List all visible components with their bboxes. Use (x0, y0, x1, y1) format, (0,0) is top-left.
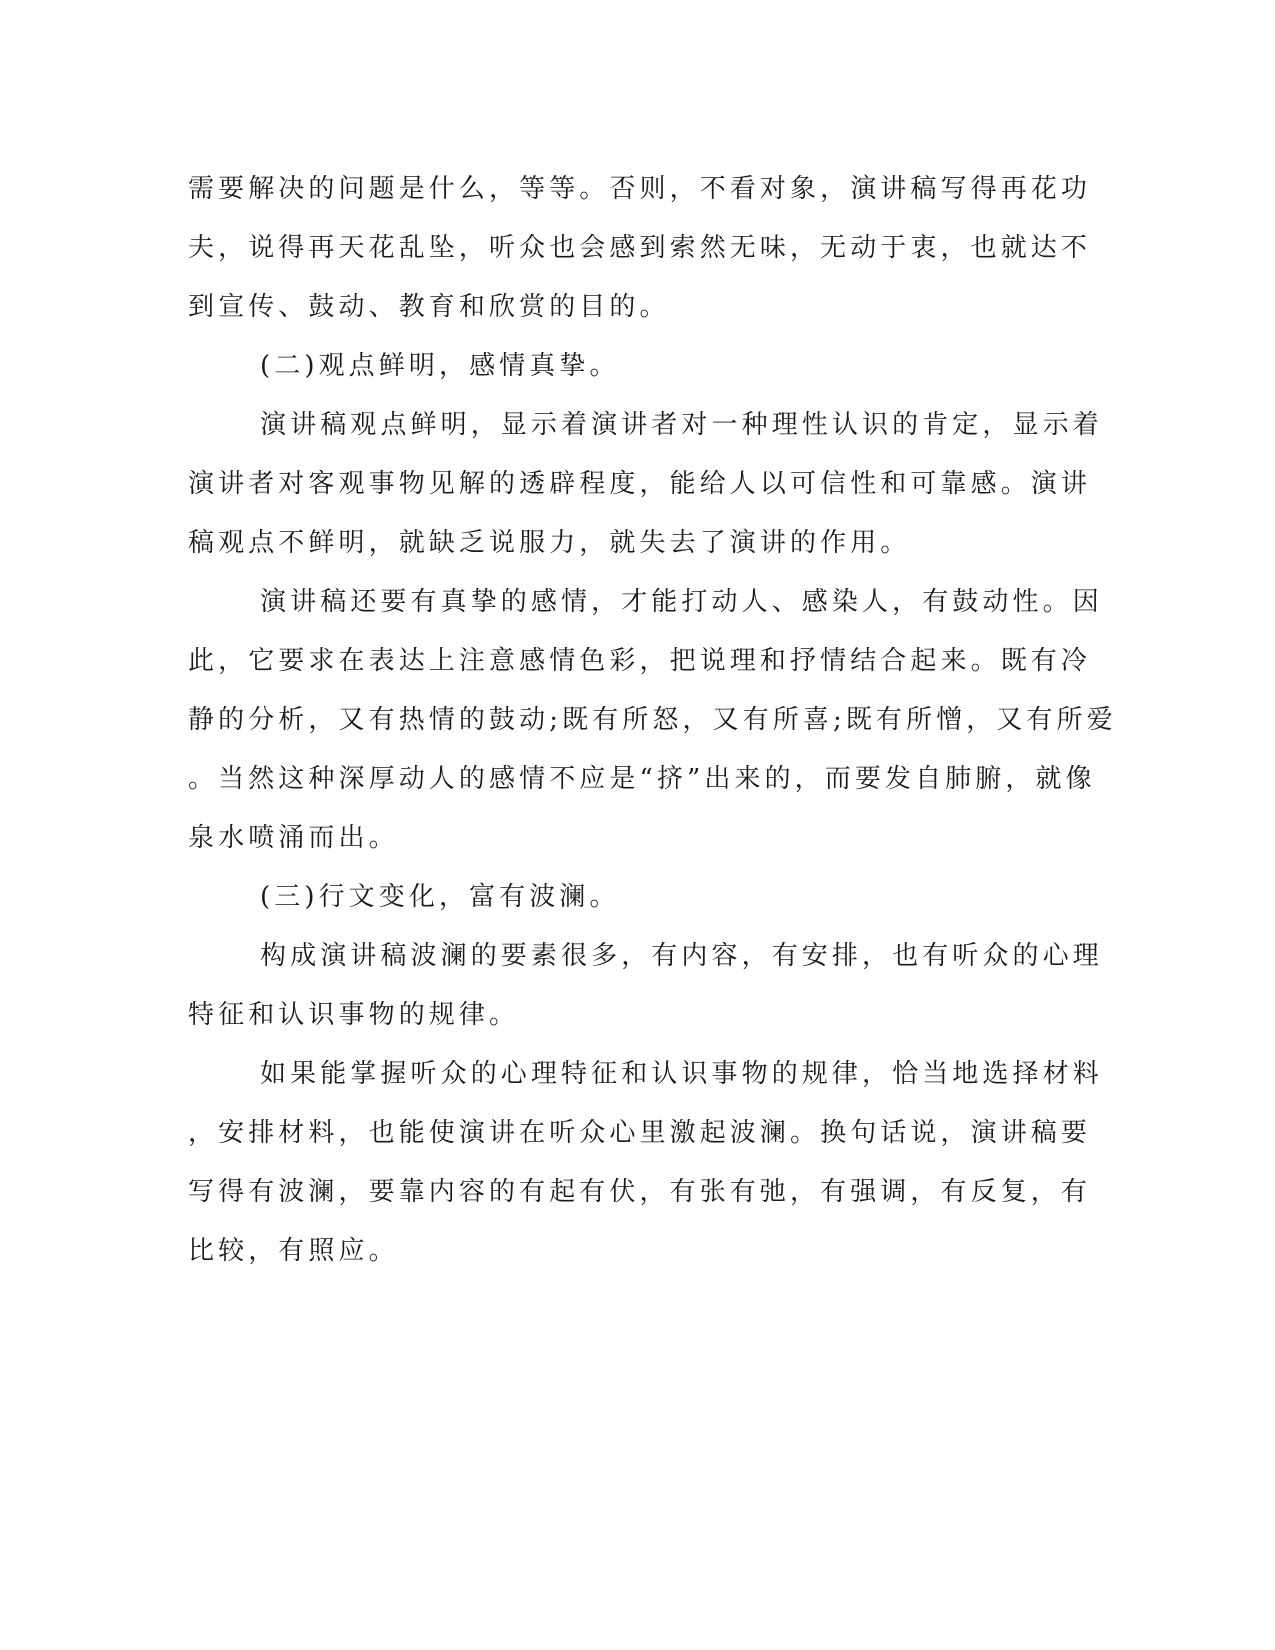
text-line: 如果能掌握听众的心理特征和认识事物的规律，恰当地选择材料 (260, 1059, 1103, 1089)
section-heading: (二)观点鲜明，感情真挚。 (260, 351, 620, 381)
text-line: 比较，有照应。 (188, 1236, 399, 1266)
text-line: 稿观点不鲜明，就缺乏说服力，就失去了演讲的作用。 (188, 528, 911, 558)
text-line: ，安排材料，也能使演讲在听众心里激起波澜。换句话说，演讲稿要 (188, 1118, 1092, 1148)
text-line: 需要解决的问题是什么，等等。否则，不看对象，演讲稿写得再花功 (188, 174, 1092, 204)
text-line: 构成演讲稿波澜的要素很多，有内容，有安排，也有听众的心理 (260, 941, 1103, 971)
text-line: 夫，说得再天花乱坠，听众也会感到索然无味，无动于衷，也就达不 (188, 233, 1092, 263)
document-body (188, 160, 1117, 1281)
text-line: 到宣传、鼓动、教育和欣赏的目的。 (188, 292, 670, 322)
text-line: 。当然这种深厚动人的感情不应是“挤”出来的，而要发自肺腑，就像 (188, 764, 1096, 794)
text-line: 泉水喷涌而出。 (188, 823, 399, 853)
text-line: 静的分析，又有热情的鼓动;既有所怒，又有所喜;既有所憎，又有所爱 (188, 705, 1117, 735)
text-line: 演讲稿观点鲜明，显示着演讲者对一种理性认识的肯定，显示着 (260, 410, 1103, 440)
text-line: 此，它要求在表达上注意感情色彩，把说理和抒情结合起来。既有冷 (188, 646, 1092, 676)
section-heading: (三)行文变化，富有波澜。 (260, 882, 620, 912)
text-line: 演讲者对客观事物见解的透辟程度，能给人以可信性和可靠感。演讲 (188, 469, 1092, 499)
text-line: 写得有波澜，要靠内容的有起有伏，有张有弛，有强调，有反复，有 (188, 1177, 1092, 1207)
text-line: 特征和认识事物的规律。 (188, 1000, 520, 1030)
text-line: 演讲稿还要有真挚的感情，才能打动人、感染人，有鼓动性。因 (260, 587, 1103, 617)
